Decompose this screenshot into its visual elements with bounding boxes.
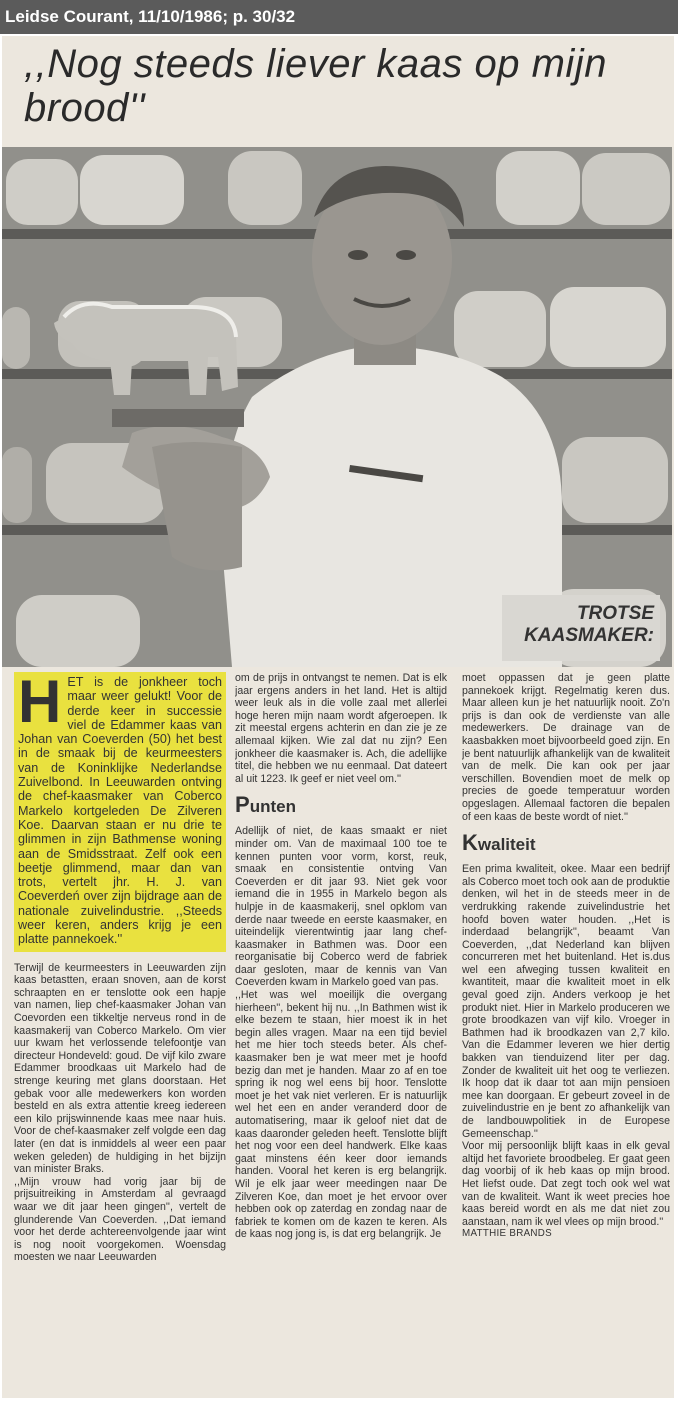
headline: ,,Nog steeds liever kaas op mijn brood'': [24, 42, 607, 130]
article-column-1: [14, 672, 226, 1392]
paragraph: ,,Mijn vrouw had vorig jaar bij de prijsuitreiking in Amsterdam al gevraagd waar we dit jaar heen gingen'', vertelt de glunderende Van Coeverden. ,,Dat iemand voor het derde achtereenvolgende jaar wint is nog nooit voorgekomen. Woensdag moesten we naar Leeuwarden: [14, 1175, 226, 1264]
author-byline: MATTHIE BRANDS: [462, 1228, 553, 1240]
photo-illustration: [2, 147, 672, 667]
paragraph: Voor mij persoonlijk blijft kaas in elk geval altijd het favoriete broodbeleg. Er gaat geen dag voorbij of ik heb kaas op mijn brood. Het liefst oude. Dat zegt toch ook wel wat van de kwaliteit. Want ik weet precies hoe kaas bereid wordt en als me dat niet zou aanstaan, nam ik wel vlees op mijn brood.'': [462, 1140, 670, 1228]
intro-highlight: [14, 672, 226, 952]
paragraph: Terwijl de keurmeesters in Leeuwarden zijn kaas betastten, eraan snoven, aan de korst schraapten en er tenslotte ook een hapje van namen, liep chef-kaasmaker Johan van Coevorden een tikkeltje nerveus rond in de kaasmakerij van Coberco Markelo. Om vier uur kwam het verlossende telefoontje van directeur Hondeveld: goud. De vijf kilo zware Edammer broodkaas uit Markelo had de strenge keuring met glans doorstaan. Het gebak voor alle medewerkers kon worden besteld en als extra attentie kreeg iedereen een kilo prijswinnende kaas mee naar huis. Voor de chef-kaasmaker zelf volgde een dag later (en dat is inmiddels al weer een paar weken geleden) de huldiging in het bijzijn van minister Braks.: [14, 961, 226, 1176]
intro-text: ET is de jonkheer toch maar weer gelukt! Voor de derde keer in successie viel de Edammer kaas van Johan van Coeverden (50) het best in de smaak bij de keurmeesters van de Koninklijke Nederlandse Zuivelbond. In Leeuwarden ontving de chef-kaasmaker van Coberco Markelo kortgeleden De Zilveren Koe. Daarvan staan er nu drie te glimmen in zijn Bathmense woning aan de Smidsstraat. Zelf ook een beetje glimmend, maar dan van trots, vertelt jhr. H. J. van Coeverdeń over zijn bijdrage aan de nationale zuivelindustrie. ,,Steeds weer keren, anders krijg je een platte pannekoek.'': [18, 675, 222, 947]
paragraph: om de prijs in ontvangst te nemen. Dat is elk jaar ergens anders in het land. Het is altijd weer leuk als in die volle zaal met allerlei hoge heren mijn naam wordt afgeroepen. Ik zit meestal ergens achterin en dan zie je ze allemaal kijken. Wie zal dat nu zijn? Een jonkheer die kaasmaker is. Ach, die adellijke titel, die hebben we nu eenmaal. Dat dateert al uit 1223. Ik geef er niet veel om.'': [235, 672, 447, 785]
drop-cap: H: [18, 672, 62, 735]
paragraph: Adellijk of niet, de kaas smaakt er niet minder om. Van de maximaal 100 toe te kennen punten voor vorm, korst, reuk, smaak en consistentie ontving Van Coeverden er dit jaar 93. Niet gek voor iemand die in 1955 in Markelo begon als hulpje in de kaasmakerij, snel opklom van derde naar tweede en eerste kaasmaker, en uiteindelijk vierentwintig jaar lang chef-kaasmaker in Bathmen was. Door een reorganisatie bij Coberco werd de fabriek daar gesloten, maar de kennis van Van Coeverden kwam in Markelo goed van pas.: [235, 825, 447, 989]
paragraph: ,,Het was wel moeilijk die overgang hierheen'', bekent hij nu. ,,In Bathmen wist ik elke bezem te staan, hier moest ik in het begin alles vragen. Maar na een tijd beviel het me hier toch steeds beter. Als chef-kaasmaker ben je wat meer met je hoofd bezig dan met je handen. Maar zo af en toe spring ik nog wel eens bij hoor. Tenslotte moet je het vak niet verleren. Er is natuurlijk wel het een en ander veranderd door de automatisering, maar ik geloof niet dat de kaas daaronder geleden heeft. Tenslotte blijft het nog voor een deel handwerk. Elke kaas gaat minstens één keer door iemands handen. Vooral het keren is erg belangrijk. Wil je elk jaar weer meedingen naar De Zilveren Koe, dan moet je het ervoor over hebben ook op zaterdag en zondag naar de fabriek te komen om de kazen te keren. Als de kaas nog jong is, is dat erg belangrijk. Je: [235, 989, 447, 1241]
subheading-kwaliteit: Kwaliteit: [462, 830, 536, 856]
photo-caption: TROTSE KAASMAKER:: [502, 595, 660, 661]
source-bar: Leidse Courant, 11/10/1986; p. 30/32: [0, 0, 678, 34]
photo-cheesemaker: [2, 147, 672, 667]
paragraph: Een prima kwaliteit, okee. Maar een bedrijf als Coberco moet toch ook aan de produktie denken, wil het in de steeds meer in de verdrukking rakende zuivelindustrie het hoofd boven water houden. ,,Het is inderdaad belangrijk'', beaamt Van Coeverden, ,,dat Nederland kan blijven concurreren met het buitenland. Het is.dus wel een afweging tussen kwaliteit en kwantiteit, maar die kwaliteit moet in elk geval goed zijn. Anders verkoop je het produkt niet. Hier in Markelo produceren we grote broodkazen van vijf kilo. Vroeger in Bathmen had ik broodkazen van 2,7 kilo. Van die Edammer leveren we hier dertig bakken van tienduizend liter per dag. Zonder de kwaliteit uit het oog te verliezen. Ik hoop dat ik daar tot aan mijn pensioen mee kan doorgaan. Er gebeurt zoveel in de zuivelindustrie en je bent zo afhankelijk van de landbouwpolitiek in de Europese Gemeenschap.'': [462, 863, 670, 1140]
article-column-3: [462, 672, 670, 1392]
subheading-punten: Punten: [235, 792, 296, 818]
article-column-2: [235, 672, 447, 1392]
newspaper-clipping: [2, 36, 674, 1398]
paragraph: moet oppassen dat je geen platte pannekoek krijgt. Regelmatig keren dus. Maar alleen kun je het natuurlijk nooit. Zo'n prijs is dan ook de verdienste van alle medewerkers. De drainage van de kaasbakken moet bijvoorbeeld goed zijn. En je bent natuurlijk afhankelijk van de kwaliteit van de melk. Die kan ook per jaar verschillen. Bovendien moet de melk op precies de goede temperatuur worden opgeslagen. Allemaal factoren die bepalen of een kaas de beste wordt of niet.'': [462, 672, 670, 823]
